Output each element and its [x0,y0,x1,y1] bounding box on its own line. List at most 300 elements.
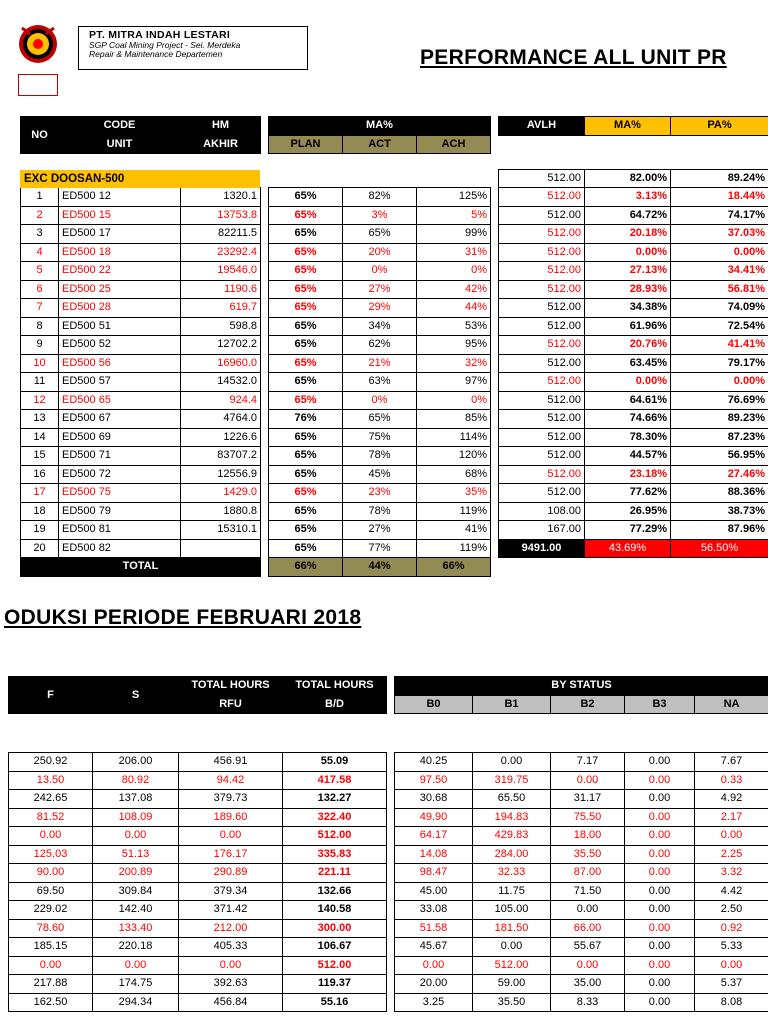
hours-table [8,676,387,1012]
cell-b3: 0.00 [625,790,695,809]
cell-ma: 64.61% [585,391,671,410]
table-row [21,484,261,503]
cell-b2: 87.00 [551,864,625,883]
table-row [21,225,261,244]
spacer-row [395,714,768,753]
cell-no: 6 [21,280,59,299]
cell-f: 242.65 [9,790,93,809]
cell-bd: 55.16 [283,993,387,1012]
cell-ma: 27.13% [585,262,671,281]
cell-ma: 78.30% [585,428,671,447]
col-header-s: S [93,677,179,714]
table-row [21,243,261,262]
table-row [395,845,768,864]
cell-act: 23% [343,484,417,503]
spacer-cell [9,714,387,753]
table-row [269,336,491,355]
cell-hm: 12702.2 [181,336,261,355]
total-ach: 66% [417,558,491,577]
cell-no: 9 [21,336,59,355]
cell-plan: 65% [269,391,343,410]
cell-ach: 95% [417,336,491,355]
cell-ach: 119% [417,502,491,521]
total-ma: 43.69% [585,539,671,558]
cell-act: 78% [343,447,417,466]
cell-plan: 65% [269,484,343,503]
col-header-total-hours-rfu: TOTAL HOURS [179,677,283,696]
table-row [269,391,491,410]
cell-code: ED500 65 [59,391,181,410]
cell-f: 185.15 [9,938,93,957]
cell-no: 1 [21,188,59,207]
cell-act: 27% [343,521,417,540]
cell-avlh: 512.00 [499,280,585,299]
cell-ma: 77.29% [585,521,671,540]
cell-s: 0.00 [93,956,179,975]
cell-avlh: 512.00 [499,428,585,447]
cell-s: 137.08 [93,790,179,809]
cell-ach: 53% [417,317,491,336]
cell-b3: 0.00 [625,975,695,994]
cell-hm [181,539,261,558]
cell-bd: 300.00 [283,919,387,938]
cell-code: ED500 15 [59,206,181,225]
cell-b1: 181.50 [473,919,551,938]
cell-s: 80.92 [93,771,179,790]
cell-no: 19 [21,521,59,540]
table-row [21,317,261,336]
cell-code: ED500 75 [59,484,181,503]
cell-na: 2.17 [695,808,768,827]
spacer-row [499,135,768,169]
cell-avlh: 512.00 [499,484,585,503]
cell-plan: 65% [269,243,343,262]
table-row [269,539,491,558]
table-row [395,975,768,994]
table-row [21,188,261,207]
cell-pa: 37.03% [671,225,768,244]
cell-f: 217.88 [9,975,93,994]
table-row [499,410,768,429]
cell-b2: 0.00 [551,956,625,975]
spacer-row [269,154,491,188]
cell-plan: 65% [269,206,343,225]
table-row [9,827,387,846]
cell-pa: 79.17% [671,354,768,373]
cell-b3: 0.00 [625,771,695,790]
cell-code: ED500 67 [59,410,181,429]
cell-bd: 417.58 [283,771,387,790]
cell-b2: 7.17 [551,753,625,772]
table-row [21,336,261,355]
table-row [499,299,768,318]
cell-hm: 19546.0 [181,262,261,281]
cell-ach: 5% [417,206,491,225]
cell-ach: 41% [417,521,491,540]
cell-b2: 55.67 [551,938,625,957]
col-header-bd: B/D [283,695,387,714]
cell-no: 20 [21,539,59,558]
col-header-code: CODE [59,117,181,136]
table-row [499,373,768,392]
page-title-top [420,46,768,70]
table-row [269,354,491,373]
cell-ma: 28.93% [585,280,671,299]
table-row [395,882,768,901]
table-row [395,771,768,790]
cell-bd: 55.09 [283,753,387,772]
cell-ma: 82.00% [585,169,671,188]
cell-avlh: 512.00 [499,206,585,225]
cell-avlh: 167.00 [499,521,585,540]
table-row [9,938,387,957]
cell-hm: 83707.2 [181,447,261,466]
spacer-cell [269,154,491,188]
cell-bd: 512.00 [283,956,387,975]
cell-act: 20% [343,243,417,262]
table-row [9,753,387,772]
cell-ach: 125% [417,188,491,207]
table-row [395,753,768,772]
cell-ach: 31% [417,243,491,262]
cell-b0: 33.08 [395,901,473,920]
table-row [269,243,491,262]
table-row [499,521,768,540]
cell-pa: 18.44% [671,188,768,207]
col-header-plan: PLAN [269,135,343,154]
cell-ma: 0.00% [585,243,671,262]
cell-avlh: 512.00 [499,373,585,392]
table-row [499,465,768,484]
cell-b1: 284.00 [473,845,551,864]
cell-na: 0.33 [695,771,768,790]
cell-bd: 512.00 [283,827,387,846]
table-row [395,864,768,883]
cell-act: 29% [343,299,417,318]
cell-ma: 0.00% [585,373,671,392]
cell-no: 16 [21,465,59,484]
cell-b0: 45.00 [395,882,473,901]
cell-ach: 97% [417,373,491,392]
cell-plan: 65% [269,336,343,355]
cell-no: 15 [21,447,59,466]
cell-pa: 72.54% [671,317,768,336]
cell-rfu: 371.42 [179,901,283,920]
cell-code: ED500 72 [59,465,181,484]
cell-b0: 0.00 [395,956,473,975]
cell-plan: 65% [269,465,343,484]
cell-ma: 63.45% [585,354,671,373]
col-header-akhir: AKHIR [181,135,261,154]
table-row [269,447,491,466]
table-row [9,771,387,790]
cell-ma: 77.62% [585,484,671,503]
cell-plan: 65% [269,317,343,336]
cell-na: 4.42 [695,882,768,901]
table-row [269,280,491,299]
cell-act: 75% [343,428,417,447]
cell-b3: 0.00 [625,882,695,901]
cell-ma: 20.18% [585,225,671,244]
cell-b1: 35.50 [473,993,551,1012]
table-row [269,299,491,318]
cell-hm: 1320.1 [181,188,261,207]
cell-b0: 51.58 [395,919,473,938]
cell-bd: 322.40 [283,808,387,827]
cell-bd: 119.37 [283,975,387,994]
cell-no: 5 [21,262,59,281]
total-pa: 56.50% [671,539,768,558]
cell-act: 62% [343,336,417,355]
table-row [21,354,261,373]
cell-s: 174.75 [93,975,179,994]
cell-pa: 0.00% [671,373,768,392]
col-header-avlh: AVLH [499,117,585,136]
cell-b3: 0.00 [625,938,695,957]
cell-avlh: 512.00 [499,465,585,484]
cell-plan: 65% [269,521,343,540]
cell-s: 142.40 [93,901,179,920]
cell-ach: 120% [417,447,491,466]
cell-na: 4.92 [695,790,768,809]
cell-b1: 11.75 [473,882,551,901]
cell-rfu: 212.00 [179,919,283,938]
table-row [499,336,768,355]
table-row [499,354,768,373]
cell-b1: 429.83 [473,827,551,846]
cell-code: ED500 82 [59,539,181,558]
cell-pa: 87.23% [671,428,768,447]
cell-rfu: 379.34 [179,882,283,901]
page-title-bottom [4,606,424,630]
table-row [395,827,768,846]
cell-avlh: 512.00 [499,169,585,188]
cell-b0: 30.68 [395,790,473,809]
cell-f: 81.52 [9,808,93,827]
cell-code: ED500 25 [59,280,181,299]
cell-pa: 88.36% [671,484,768,503]
cell-hm: 15310.1 [181,521,261,540]
cell-act: 77% [343,539,417,558]
cell-ma: 74.66% [585,410,671,429]
cell-rfu: 290.89 [179,864,283,883]
section-label: EXC DOOSAN-500 [20,170,260,188]
company-logo-icon [18,22,58,66]
cell-no: 2 [21,206,59,225]
page-title-bottom-text: ODUKSI PERIODE FEBRUARI 2018 [4,606,362,629]
table-row [395,919,768,938]
cell-code: ED500 81 [59,521,181,540]
cell-ma: 34.38% [585,299,671,318]
cell-pa: 89.23% [671,410,768,429]
cell-act: 3% [343,206,417,225]
cell-pa: 38.73% [671,502,768,521]
table-row [9,790,387,809]
cell-b1: 0.00 [473,938,551,957]
table-row [499,262,768,281]
cell-plan: 65% [269,502,343,521]
cell-b1: 32.33 [473,864,551,883]
table-row [21,502,261,521]
table-row [499,502,768,521]
table-row [499,243,768,262]
cell-b0: 3.25 [395,993,473,1012]
cell-act: 65% [343,410,417,429]
cell-rfu: 456.84 [179,993,283,1012]
table-row [499,188,768,207]
cell-ach: 42% [417,280,491,299]
table-row [21,539,261,558]
cell-act: 34% [343,317,417,336]
cell-no: 13 [21,410,59,429]
table-row [21,262,261,281]
cell-avlh: 512.00 [499,391,585,410]
cell-avlh: 512.00 [499,299,585,318]
col-header-b3: B3 [625,695,695,714]
cell-pa: 76.69% [671,391,768,410]
cell-s: 51.13 [93,845,179,864]
cell-act: 27% [343,280,417,299]
cell-ma: 23.18% [585,465,671,484]
col-header-b1: B1 [473,695,551,714]
table-row [499,391,768,410]
cell-no: 14 [21,428,59,447]
total-avlh: 9491.00 [499,539,585,558]
cell-b1: 319.75 [473,771,551,790]
cell-hm: 924.4 [181,391,261,410]
cell-act: 0% [343,391,417,410]
red-marker-box [18,74,58,96]
cell-ma: 61.96% [585,317,671,336]
cell-rfu: 392.63 [179,975,283,994]
cell-code: ED500 71 [59,447,181,466]
cell-s: 294.34 [93,993,179,1012]
cell-code: ED500 17 [59,225,181,244]
cell-pa: 56.95% [671,447,768,466]
cell-no: 3 [21,225,59,244]
table-row [499,317,768,336]
cell-b3: 0.00 [625,808,695,827]
cell-code: ED500 57 [59,373,181,392]
cell-no: 7 [21,299,59,318]
total-act: 44% [343,558,417,577]
cell-pa: 56.81% [671,280,768,299]
table-row [9,808,387,827]
table-row [395,901,768,920]
table-row [269,225,491,244]
cell-ach: 85% [417,410,491,429]
company-department-line: Repair & Maintenance Departemen [89,49,223,59]
col-header-unit: UNIT [59,135,181,154]
table-row [269,428,491,447]
cell-b0: 40.25 [395,753,473,772]
cell-pa: 34.41% [671,262,768,281]
col-header-hm: HM [181,117,261,136]
cell-code: ED500 18 [59,243,181,262]
cell-b0: 49.90 [395,808,473,827]
table-row [9,901,387,920]
cell-pa: 74.09% [671,299,768,318]
cell-ma: 20.76% [585,336,671,355]
cell-f: 162.50 [9,993,93,1012]
total-row [21,558,261,577]
table-row [269,484,491,503]
cell-b2: 75.50 [551,808,625,827]
cell-no: 10 [21,354,59,373]
table-row [21,391,261,410]
table-row [269,373,491,392]
table-row [9,882,387,901]
company-name: PT. MITRA INDAH LESTARI [89,29,231,41]
cell-code: ED500 56 [59,354,181,373]
cell-b2: 8.33 [551,993,625,1012]
table-row [395,993,768,1012]
status-table [394,676,768,1012]
cell-bd: 132.66 [283,882,387,901]
cell-bd: 221.11 [283,864,387,883]
col-header-na: NA [695,695,768,714]
cell-hm: 1226.6 [181,428,261,447]
cell-f: 0.00 [9,827,93,846]
table-row [499,225,768,244]
cell-f: 250.92 [9,753,93,772]
cell-act: 78% [343,502,417,521]
cell-bd: 140.58 [283,901,387,920]
cell-b1: 59.00 [473,975,551,994]
cell-hm: 14532.0 [181,373,261,392]
col-header-f: F [9,677,93,714]
cell-hm: 16960.0 [181,354,261,373]
table-row [269,521,491,540]
col-header-act: ACT [343,135,417,154]
cell-b0: 98.47 [395,864,473,883]
cell-na: 0.00 [695,827,768,846]
cell-plan: 76% [269,410,343,429]
cell-pa: 0.00% [671,243,768,262]
cell-hm: 82211.5 [181,225,261,244]
cell-plan: 65% [269,447,343,466]
cell-b3: 0.00 [625,864,695,883]
total-row [499,539,768,558]
cell-s: 108.09 [93,808,179,827]
cell-hm: 598.8 [181,317,261,336]
table-row [499,484,768,503]
cell-rfu: 456.91 [179,753,283,772]
cell-plan: 65% [269,373,343,392]
cell-s: 133.40 [93,919,179,938]
cell-b3: 0.00 [625,901,695,920]
table-row [499,280,768,299]
cell-f: 69.50 [9,882,93,901]
cell-b0: 97.50 [395,771,473,790]
cell-na: 0.00 [695,956,768,975]
cell-hm: 12556.9 [181,465,261,484]
cell-avlh: 512.00 [499,317,585,336]
total-row [269,558,491,577]
cell-f: 90.00 [9,864,93,883]
cell-b3: 0.00 [625,753,695,772]
col-header-no: NO [21,117,59,154]
cell-s: 309.84 [93,882,179,901]
cell-no: 11 [21,373,59,392]
cell-code: ED500 69 [59,428,181,447]
cell-no: 12 [21,391,59,410]
ma-table [268,116,491,577]
cell-bd: 132.27 [283,790,387,809]
table-row [21,280,261,299]
cell-na: 5.33 [695,938,768,957]
cell-f: 78.60 [9,919,93,938]
